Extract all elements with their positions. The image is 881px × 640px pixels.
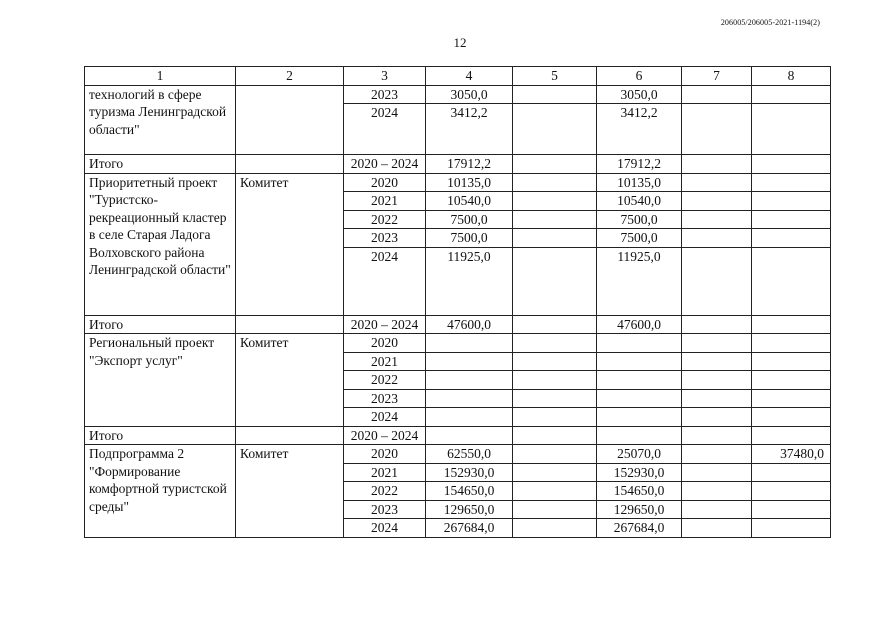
- table-row: [85, 173, 831, 192]
- amount-cell-col7: [682, 155, 752, 174]
- amount-cell-col8: [752, 247, 831, 315]
- amount-cell-col5: [513, 85, 597, 104]
- amount-cell-col6: 25070,0: [597, 445, 682, 464]
- amount-cell-col5: [513, 352, 597, 371]
- period-cell: 2020 – 2024: [344, 155, 426, 174]
- year-cell: 2023: [344, 500, 426, 519]
- amount-cell-col5: [513, 192, 597, 211]
- column-header: 7: [682, 67, 752, 86]
- amount-cell-col7: [682, 173, 752, 192]
- amount-cell-col5: [513, 315, 597, 334]
- total-amount-cell: [426, 352, 513, 371]
- column-header: 8: [752, 67, 831, 86]
- total-amount-cell: 17912,2: [426, 155, 513, 174]
- total-amount-cell: [426, 371, 513, 390]
- amount-cell-col7: [682, 463, 752, 482]
- budget-table: [84, 66, 831, 538]
- project-name-cell: Приоритетный проект "Туристско-рекреационный кластер в селе Старая Ладога Волховского района Ленинградской области": [85, 173, 236, 315]
- total-amount-cell: 10540,0: [426, 192, 513, 211]
- amount-cell-col7: [682, 210, 752, 229]
- column-header: 2: [236, 67, 344, 86]
- amount-cell-col8: [752, 192, 831, 211]
- amount-cell-col7: [682, 104, 752, 155]
- amount-cell-col5: [513, 104, 597, 155]
- document-id: 206005/206005-2021-1194(2): [720, 18, 820, 27]
- amount-cell-col8: [752, 426, 831, 445]
- executor-cell: Комитет: [236, 445, 344, 538]
- amount-cell-col7: [682, 229, 752, 248]
- total-amount-cell: 267684,0: [426, 519, 513, 538]
- amount-cell-col5: [513, 408, 597, 427]
- amount-cell-col7: [682, 247, 752, 315]
- amount-cell-col7: [682, 500, 752, 519]
- amount-cell-col8: 37480,0: [752, 445, 831, 464]
- amount-cell-col5: [513, 229, 597, 248]
- amount-cell-col5: [513, 445, 597, 464]
- amount-cell-col5: [513, 155, 597, 174]
- executor-cell: [236, 85, 344, 155]
- column-header: 6: [597, 67, 682, 86]
- total-label: Итого: [85, 315, 236, 334]
- amount-cell-col6: 10540,0: [597, 192, 682, 211]
- amount-cell-col6: [597, 334, 682, 353]
- amount-cell-col8: [752, 408, 831, 427]
- amount-cell-col7: [682, 408, 752, 427]
- total-amount-cell: 11925,0: [426, 247, 513, 315]
- amount-cell-col8: [752, 229, 831, 248]
- year-cell: 2023: [344, 229, 426, 248]
- total-amount-cell: 62550,0: [426, 445, 513, 464]
- executor-cell: Комитет: [236, 334, 344, 427]
- year-cell: 2024: [344, 247, 426, 315]
- year-cell: 2021: [344, 352, 426, 371]
- amount-cell-col7: [682, 482, 752, 501]
- executor-cell: [236, 155, 344, 174]
- year-cell: 2021: [344, 192, 426, 211]
- amount-cell-col6: 3050,0: [597, 85, 682, 104]
- table-row: [85, 85, 831, 104]
- total-row: [85, 155, 831, 174]
- amount-cell-col7: [682, 519, 752, 538]
- table-header-row: [85, 67, 831, 86]
- amount-cell-col7: [682, 85, 752, 104]
- total-amount-cell: 7500,0: [426, 229, 513, 248]
- amount-cell-col5: [513, 519, 597, 538]
- total-row: [85, 315, 831, 334]
- total-amount-cell: 152930,0: [426, 463, 513, 482]
- table-row: [85, 334, 831, 353]
- amount-cell-col5: [513, 173, 597, 192]
- executor-cell: [236, 426, 344, 445]
- amount-cell-col5: [513, 389, 597, 408]
- amount-cell-col5: [513, 210, 597, 229]
- executor-cell: [236, 315, 344, 334]
- amount-cell-col5: [513, 247, 597, 315]
- amount-cell-col8: [752, 371, 831, 390]
- amount-cell-col6: 7500,0: [597, 229, 682, 248]
- amount-cell-col6: 129650,0: [597, 500, 682, 519]
- total-amount-cell: [426, 408, 513, 427]
- amount-cell-col8: [752, 104, 831, 155]
- total-amount-cell: 129650,0: [426, 500, 513, 519]
- page-number: 12: [453, 35, 467, 50]
- amount-cell-col8: [752, 85, 831, 104]
- year-cell: 2024: [344, 104, 426, 155]
- total-amount-cell: [426, 334, 513, 353]
- executor-cell: Комитет: [236, 173, 344, 315]
- total-amount-cell: 47600,0: [426, 315, 513, 334]
- column-header: 3: [344, 67, 426, 86]
- year-cell: 2020: [344, 445, 426, 464]
- amount-cell-col7: [682, 445, 752, 464]
- amount-cell-col7: [682, 315, 752, 334]
- year-cell: 2024: [344, 408, 426, 427]
- amount-cell-col7: [682, 426, 752, 445]
- amount-cell-col6: 154650,0: [597, 482, 682, 501]
- amount-cell-col6: 152930,0: [597, 463, 682, 482]
- table-row: [85, 445, 831, 464]
- total-amount-cell: 10135,0: [426, 173, 513, 192]
- total-label: Итого: [85, 426, 236, 445]
- year-cell: 2022: [344, 210, 426, 229]
- total-amount-cell: [426, 426, 513, 445]
- year-cell: 2023: [344, 389, 426, 408]
- total-amount-cell: 7500,0: [426, 210, 513, 229]
- amount-cell-col6: 7500,0: [597, 210, 682, 229]
- year-cell: 2024: [344, 519, 426, 538]
- amount-cell-col6: 10135,0: [597, 173, 682, 192]
- year-cell: 2021: [344, 463, 426, 482]
- column-header: 4: [426, 67, 513, 86]
- amount-cell-col6: 11925,0: [597, 247, 682, 315]
- column-header: 5: [513, 67, 597, 86]
- amount-cell-col8: [752, 500, 831, 519]
- year-cell: 2023: [344, 85, 426, 104]
- project-name-cell: Региональный проект "Экспорт услуг": [85, 334, 236, 427]
- amount-cell-col8: [752, 334, 831, 353]
- amount-cell-col5: [513, 426, 597, 445]
- amount-cell-col8: [752, 519, 831, 538]
- amount-cell-col6: [597, 371, 682, 390]
- amount-cell-col8: [752, 463, 831, 482]
- amount-cell-col7: [682, 334, 752, 353]
- amount-cell-col7: [682, 352, 752, 371]
- amount-cell-col5: [513, 334, 597, 353]
- total-amount-cell: [426, 389, 513, 408]
- total-amount-cell: 154650,0: [426, 482, 513, 501]
- amount-cell-col6: 3412,2: [597, 104, 682, 155]
- amount-cell-col6: 17912,2: [597, 155, 682, 174]
- period-cell: 2020 – 2024: [344, 315, 426, 334]
- total-amount-cell: 3412,2: [426, 104, 513, 155]
- total-amount-cell: 3050,0: [426, 85, 513, 104]
- amount-cell-col8: [752, 210, 831, 229]
- amount-cell-col7: [682, 389, 752, 408]
- year-cell: 2022: [344, 482, 426, 501]
- amount-cell-col8: [752, 155, 831, 174]
- amount-cell-col8: [752, 482, 831, 501]
- amount-cell-col5: [513, 500, 597, 519]
- year-cell: 2022: [344, 371, 426, 390]
- amount-cell-col8: [752, 173, 831, 192]
- amount-cell-col5: [513, 463, 597, 482]
- amount-cell-col6: 267684,0: [597, 519, 682, 538]
- project-name-cell: технологий в сфере туризма Ленинградской области": [85, 85, 236, 155]
- amount-cell-col5: [513, 371, 597, 390]
- total-row: [85, 426, 831, 445]
- amount-cell-col5: [513, 482, 597, 501]
- amount-cell-col6: [597, 426, 682, 445]
- amount-cell-col6: [597, 408, 682, 427]
- total-label: Итого: [85, 155, 236, 174]
- project-name-cell: Подпрограмма 2 "Формирование комфортной туристской среды": [85, 445, 236, 538]
- amount-cell-col6: [597, 389, 682, 408]
- amount-cell-col8: [752, 389, 831, 408]
- amount-cell-col6: [597, 352, 682, 371]
- year-cell: 2020: [344, 334, 426, 353]
- year-cell: 2020: [344, 173, 426, 192]
- amount-cell-col7: [682, 192, 752, 211]
- period-cell: 2020 – 2024: [344, 426, 426, 445]
- amount-cell-col6: 47600,0: [597, 315, 682, 334]
- amount-cell-col7: [682, 371, 752, 390]
- amount-cell-col8: [752, 352, 831, 371]
- column-header: 1: [85, 67, 236, 86]
- amount-cell-col8: [752, 315, 831, 334]
